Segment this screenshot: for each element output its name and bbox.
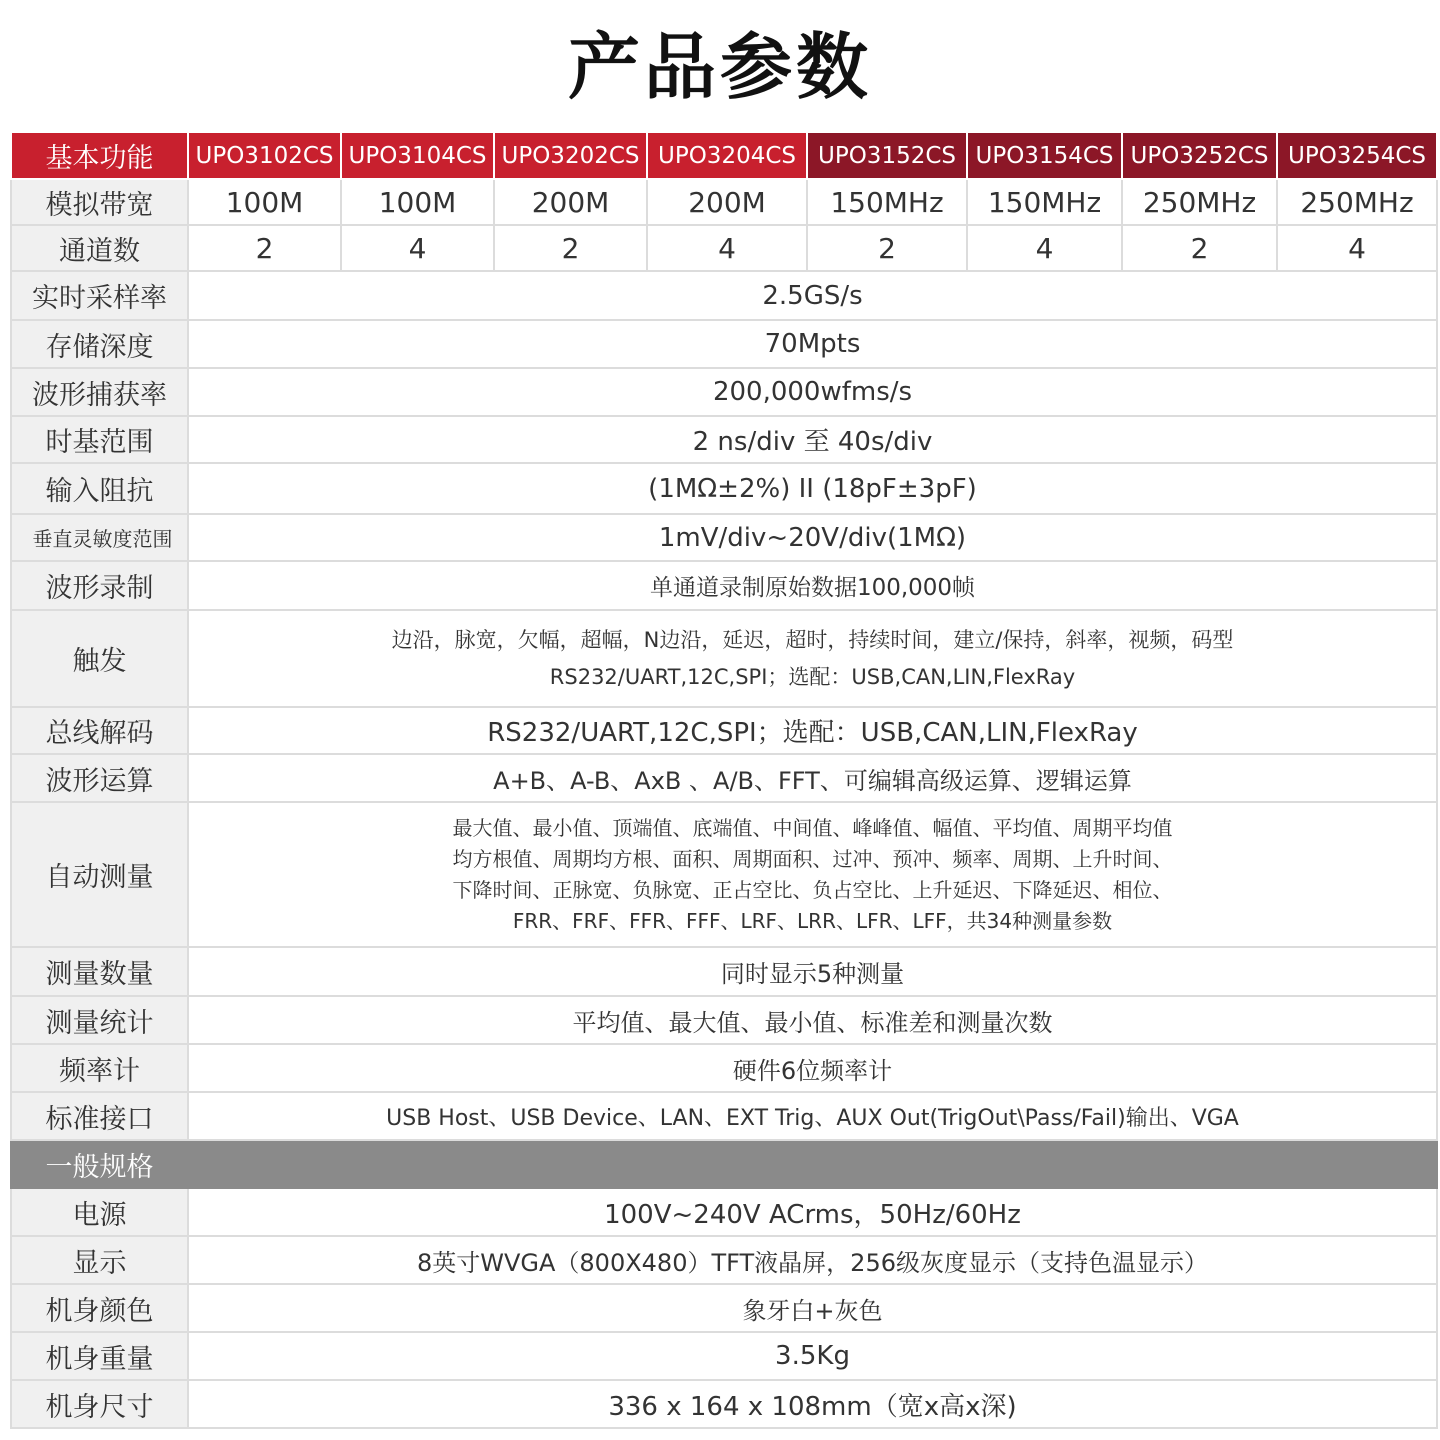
row-label: 显示 — [11, 1236, 188, 1284]
row-label: 时基范围 — [11, 416, 188, 463]
vertical-sensitivity-row — [11, 514, 1437, 561]
bandwidth-value: 250MHz — [1122, 179, 1277, 225]
trigger-value — [188, 610, 1437, 707]
row-label: 模拟带宽 — [11, 179, 188, 225]
measure-line: 下降时间、正脉宽、负脉宽、正占空比、负占空比、上升延迟、下降延迟、相位、 — [452, 877, 1173, 902]
model-cell: UPO3254CS — [1277, 132, 1437, 179]
row-value: RS232/UART,12C,SPI；选配：USB,CAN,LIN,FlexRay — [188, 707, 1437, 754]
model-cell: UPO3104CS — [341, 132, 494, 179]
measure-line: 最大值、最小值、顶端值、底端值、中间值、峰峰值、幅值、平均值、周期平均值 — [452, 815, 1173, 840]
sample-rate-row — [11, 271, 1437, 320]
model-cell: UPO3202CS — [494, 132, 647, 179]
model-cell: UPO3102CS — [188, 132, 341, 179]
row-value: 平均值、最大值、最小值、标准差和测量次数 — [188, 996, 1437, 1044]
row-label: 电源 — [11, 1188, 188, 1236]
row-label: 机身颜色 — [11, 1284, 188, 1332]
row-value: 硬件6位频率计 — [188, 1044, 1437, 1092]
row-label: 通道数 — [11, 225, 188, 271]
row-value: USB Host、USB Device、LAN、EXT Trig、AUX Out(TrigOut\Pass/Fail)输出、VGA — [188, 1092, 1437, 1140]
spec-table — [10, 131, 1438, 1429]
weight-row — [11, 1332, 1437, 1380]
row-value: 2 ns/div 至 40s/div — [188, 416, 1437, 463]
row-label: 频率计 — [11, 1044, 188, 1092]
row-label: 总线解码 — [11, 707, 188, 754]
row-label: 垂直灵敏度范围 — [11, 514, 188, 561]
row-label: 触发 — [11, 610, 188, 707]
page-title: 产品参数 — [567, 25, 872, 109]
row-value: (1MΩ±2%) II (18pF±3pF) — [188, 463, 1437, 514]
header-row — [11, 132, 1437, 179]
bandwidth-value: 150MHz — [807, 179, 967, 225]
row-value: 象牙白+灰色 — [188, 1284, 1437, 1332]
channels-value: 4 — [647, 225, 807, 271]
channels-value: 4 — [967, 225, 1122, 271]
capture-rate-row — [11, 368, 1437, 416]
row-value: 同时显示5种测量 — [188, 947, 1437, 996]
row-label: 自动测量 — [11, 802, 188, 947]
power-row — [11, 1188, 1437, 1236]
bandwidth-value: 100M — [341, 179, 494, 225]
measure-count-row — [11, 947, 1437, 996]
row-value: 8英寸WVGA（800X480）TFT液晶屏，256级灰度显示（支持色温显示） — [188, 1236, 1437, 1284]
trigger-line: 边沿，脉宽，欠幅，超幅，N边沿，延迟，超时，持续时间，建立/保持，斜率，视频，码型 — [391, 627, 1234, 652]
row-label: 输入阻抗 — [11, 463, 188, 514]
row-label: 实时采样率 — [11, 271, 188, 320]
bandwidth-value: 100M — [188, 179, 341, 225]
measure-stats-row — [11, 996, 1437, 1044]
interface-row — [11, 1092, 1437, 1140]
channels-value: 2 — [1122, 225, 1277, 271]
row-label: 波形录制 — [11, 561, 188, 610]
trigger-line: RS232/UART,12C,SPI；选配：USB,CAN,LIN,FlexRay — [549, 664, 1076, 689]
measure-line: FRR、FRF、FFR、FFF、LRF、LRR、LFR、LFF，共34种测量参数 — [512, 908, 1113, 933]
row-label: 测量统计 — [11, 996, 188, 1044]
bandwidth-value: 250MHz — [1277, 179, 1437, 225]
channels-row — [11, 225, 1437, 271]
waveform-math-row — [11, 754, 1437, 802]
row-value: 2.5GS/s — [188, 271, 1437, 320]
row-value: 3.5Kg — [188, 1332, 1437, 1380]
row-label: 波形捕获率 — [11, 368, 188, 416]
row-value: A+B、A-B、AxB 、A/B、FFT、可编辑高级运算、逻辑运算 — [188, 754, 1437, 802]
row-value: 336 x 164 x 108mm（宽x高x深) — [188, 1380, 1437, 1428]
bus-decode-row — [11, 707, 1437, 754]
row-label: 标准接口 — [11, 1092, 188, 1140]
trigger-row — [11, 610, 1437, 707]
body-color-row — [11, 1284, 1437, 1332]
section-label: 一般规格 — [11, 1140, 188, 1188]
section-general-specs — [11, 1140, 1437, 1188]
timebase-row — [11, 416, 1437, 463]
section-bar — [188, 1140, 1437, 1188]
model-cell: UPO3252CS — [1122, 132, 1277, 179]
row-label: 测量数量 — [11, 947, 188, 996]
bandwidth-value: 200M — [647, 179, 807, 225]
channels-value: 2 — [494, 225, 647, 271]
row-value: 200,000wfms/s — [188, 368, 1437, 416]
bandwidth-value: 150MHz — [967, 179, 1122, 225]
bandwidth-row — [11, 179, 1437, 225]
row-label: 机身尺寸 — [11, 1380, 188, 1428]
row-label: 存储深度 — [11, 320, 188, 368]
model-cell: UPO3152CS — [807, 132, 967, 179]
model-cell: UPO3154CS — [967, 132, 1122, 179]
dimensions-row — [11, 1380, 1437, 1428]
bandwidth-value: 200M — [494, 179, 647, 225]
channels-value: 2 — [807, 225, 967, 271]
auto-measure-row — [11, 802, 1437, 947]
row-value: 1mV/div~20V/div(1MΩ) — [188, 514, 1437, 561]
measure-line: 均方根值、周期均方根、面积、周期面积、过冲、预冲、频率、周期、上升时间、 — [452, 846, 1173, 871]
row-label: 波形运算 — [11, 754, 188, 802]
header-label: 基本功能 — [11, 132, 188, 179]
row-value: 100V~240V ACrms，50Hz/60Hz — [188, 1188, 1437, 1236]
channels-value: 2 — [188, 225, 341, 271]
channels-value: 4 — [341, 225, 494, 271]
display-row — [11, 1236, 1437, 1284]
model-cell: UPO3204CS — [647, 132, 807, 179]
input-impedance-row — [11, 463, 1437, 514]
row-value: 单通道录制原始数据100,000帧 — [188, 561, 1437, 610]
auto-measure-value — [188, 802, 1437, 947]
counter-row — [11, 1044, 1437, 1092]
channels-value: 4 — [1277, 225, 1437, 271]
memory-depth-row — [11, 320, 1437, 368]
row-value: 70Mpts — [188, 320, 1437, 368]
row-label: 机身重量 — [11, 1332, 188, 1380]
waveform-record-row — [11, 561, 1437, 610]
